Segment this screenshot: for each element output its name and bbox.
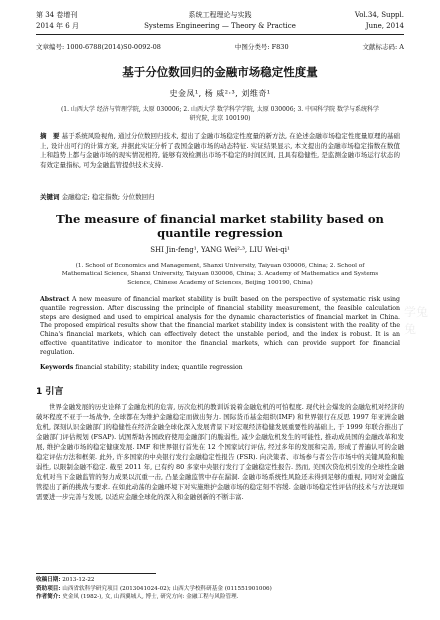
abstract-label-en: Abstract <box>40 296 70 303</box>
footnote-received <box>36 576 404 585</box>
keywords-label-en: Keywords <box>40 364 74 371</box>
section-heading <box>36 384 63 397</box>
keywords-english <box>40 364 400 371</box>
footnote-rule <box>36 573 156 574</box>
abstract-text-cn: 基于系统风险视角, 通过分位数回归技术, 提出了金融市场稳定性度量的新方法, 在论述金融市场稳定性度量原理的基础上, 设计出可行的计算方案, 并据此实证分析了我国金融市场的动态特征. 实证结果显示, 本文提出的金融市场稳定指数在数值上和趋势上都与金融市场的现实情况相符, 能够有效检测出市场不稳定的时间区间, 且具有稳健性, 是监测金融市场运行状态的有效定量指标, 可为金融监管提供技术支持. <box>40 132 400 169</box>
footnotes <box>36 576 404 602</box>
author-bio-label: 作者简介: <box>36 594 61 601</box>
running-header <box>36 10 404 35</box>
keywords-label-cn: 关键词 <box>40 193 60 201</box>
funding-value: 山西省软科学研究项目 (2013041024-02); 山西大学校科研基金 (011551901006) <box>62 585 272 592</box>
issue-date-en: June, 2014 <box>365 22 404 30</box>
introduction-paragraph: 世界金融发展的历史诠释了金融危机的危害, 历次危机的教训诉说着金融危机的可怕程度. 现代社会爆发的金融危机对经济的破坏程度不亚于一场战争, 全球都在为维护金融稳定而做出努力. 国际货币基金组织(IMF) 和世界银行在反思 1997 年亚洲金融危机, 深刻认识金融部门的稳健性在经济金融全球化深入发展背景下对宏观经济稳健发展重要性的基础上, 于 1999 年联合推出了金融部门评估规划 (FSAP). 试图帮助各国政府使用金融部门的脆弱性, 减少金融危机发生的可能性, 推动成员国的金融改革和发展, 维护金融市场的稳定健康发展. IMF 和世界银行首先在 12 个国家试行评估, 经过多年的发展和完善, 形成了普遍认可的金融稳定评估方法和框架. 此外, 许多国家的中央银行发行金融稳定性报告 (FSR). 向决策者、市场参与者公告市场中的关键风险和脆弱性, 以限制金融不稳定. 截至 2011 年, 已有约 80 多家中央银行发行了金融稳定性报告. 然而, 美国次贷危机引发的全球性金融危机对当下金融监管的努力成果以沉重一击, 凸显金融监管中存在漏洞. 金融市场系统性风险还未得到足够的重视, 同时对金融监管提出了新的挑战与要求. 在如此动荡的金融环境下对实施维护金融市场的稳定刻不容缓. 金融市场稳定性评估的技术与方法现如需要进一步完善与发展, 以适应金融全球化的深入和金融创新的不断丰富. <box>36 403 404 501</box>
header-rule <box>36 34 404 35</box>
volume-label: 第 34 卷增刊 <box>36 11 78 19</box>
title-english: The measure of financial market stability based on quantile regression <box>56 212 384 240</box>
section-title: 引言 <box>45 387 64 397</box>
authors-chinese: 史金凤¹, 杨 威²·³, 刘维奇¹ <box>169 89 271 98</box>
footnote-author <box>36 593 404 602</box>
authors-english: SHI Jin-feng¹, YANG Wei²·³, LIU Wei-qi¹ <box>150 246 290 254</box>
received-label: 收稿日期: <box>36 577 61 583</box>
journal-name-cn: 系统工程理论与实践 <box>188 11 252 19</box>
keywords-text-en: financial stability; stability index; quantile regression <box>75 364 243 371</box>
title-chinese: 基于分位数回归的金融市场稳定性度量 <box>122 65 318 79</box>
funding-label: 资助项目: <box>36 585 61 592</box>
abstract-chinese <box>40 132 400 170</box>
received-value: 2013-12-22 <box>62 577 95 583</box>
journal-name-en: Systems Engineering — Theory & Practice <box>144 22 296 30</box>
affiliations-english: (1. School of Economics and Management, Shanxi University, Taiyuan 030006, China; 2. School of Mathematical Science, Shanxi University, Taiyuan 030006, China; 3. Academy of Mathematics and Systems Science, Chinese Academy of Sciences, Beijing 100190, China) <box>61 263 379 286</box>
abstract-label-cn: 摘 要 <box>40 132 60 140</box>
abstract-english <box>40 296 400 358</box>
issue-date-cn: 2014 年 6 月 <box>36 22 79 30</box>
author-bio-value: 史金凤 (1982-), 女, 山西翼城人, 博士, 研究方向: 金融工程与风险管理. <box>62 594 239 601</box>
clc-number: 中图分类号: F830 <box>234 43 289 51</box>
footnote-funding <box>36 585 404 594</box>
watermark-text: 学兔兔 <box>404 305 429 336</box>
keywords-text-cn: 金融稳定; 稳定指数; 分位数回归 <box>61 193 155 201</box>
watermark <box>404 40 434 600</box>
affiliations-chinese: (1. 山西大学 经济与管理学院, 太原 030006; 2. 山西大学 数学科学学院, 太原 030006; 3. 中国科学院 数学与系统科学研究院, 北京 100190) <box>60 106 380 122</box>
document-code: 文献标志码: A <box>362 43 404 51</box>
section-number: 1 <box>36 387 43 397</box>
article-identifiers <box>36 42 404 51</box>
keywords-chinese <box>40 192 400 201</box>
volume-label-en: Vol.34, Suppl. <box>354 11 404 19</box>
article-number: 文章编号: 1000-6788(2014)S0-0092-08 <box>36 43 161 51</box>
abstract-text-en: A new measure of financial market stability is built based on the perspective of systematic risk using quantile regression. After discussing the principle of financial stability measurement, the feasible calculation steps are designed and used to empirical analysis for the dynamic characteristics of financial market in China. The proposed empirical results show that the financial market stability index is consistent with the reality of the China's financial markets, which can effectively detect the unstable period, and the index is robust. It is an effective quantitative indicator to monitor the financial markets, which can provide support for financial regulation. <box>40 296 401 356</box>
